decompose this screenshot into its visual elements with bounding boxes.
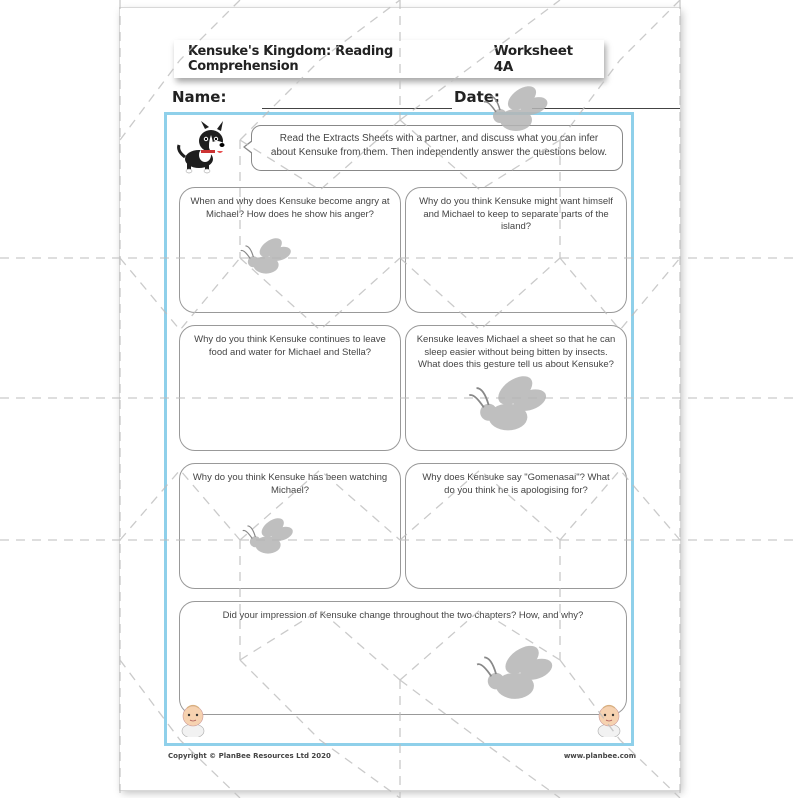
worksheet-page <box>120 8 680 790</box>
question-box-4[interactable] <box>405 325 627 451</box>
question-text: Kensuke leaves Michael a sheet so that he can sleep easier without being bitten by insects. What does this gesture tell us about Kensuke? <box>416 334 616 370</box>
baby-character-left <box>177 701 209 737</box>
question-text: Why do you think Kensuke continues to leave food and water for Michael and Stella? <box>194 334 386 358</box>
name-label: Name: <box>172 88 227 106</box>
questions-frame <box>164 112 634 746</box>
name-date-row <box>172 88 632 114</box>
question-box-1[interactable] <box>179 187 401 313</box>
question-text: Why do you think Kensuke might want himself and Michael to keep to separate parts of the island? <box>419 196 613 232</box>
dog-illustration <box>175 121 233 175</box>
instruction-bubble: Read the Extracts Sheets with a partner, and discuss what you can infer about Kensuke from them. Then independently answer the questions below. <box>251 125 623 171</box>
question-box-5[interactable] <box>179 463 401 589</box>
question-text: Why does Kensuke say "Gomenasai"? What do you think he is apologising for? <box>422 472 610 496</box>
worksheet-number: Worksheet 4A <box>493 43 573 75</box>
date-label: Date: <box>454 88 500 106</box>
worksheet-title: Kensuke's Kingdom: Reading Comprehension <box>188 44 393 74</box>
question-box-6[interactable] <box>405 463 627 589</box>
question-text: Did your impression of Kensuke change throughout the two chapters? How, and why? <box>222 610 584 621</box>
question-box-7[interactable] <box>179 601 627 715</box>
question-text: Why do you think Kensuke has been watching Michael? <box>192 472 388 496</box>
title-bar <box>174 40 604 78</box>
question-text: When and why does Kensuke become angry at Michael? How does he show his anger? <box>190 196 390 220</box>
copyright-text: Copyright © PlanBee Resources Ltd 2020 <box>168 752 331 760</box>
question-box-3[interactable] <box>179 325 401 451</box>
date-write-line[interactable] <box>532 108 680 109</box>
baby-character-right <box>593 701 625 737</box>
question-box-2[interactable] <box>405 187 627 313</box>
name-write-line[interactable] <box>262 108 452 109</box>
website-link[interactable]: www.planbee.com <box>563 752 636 760</box>
